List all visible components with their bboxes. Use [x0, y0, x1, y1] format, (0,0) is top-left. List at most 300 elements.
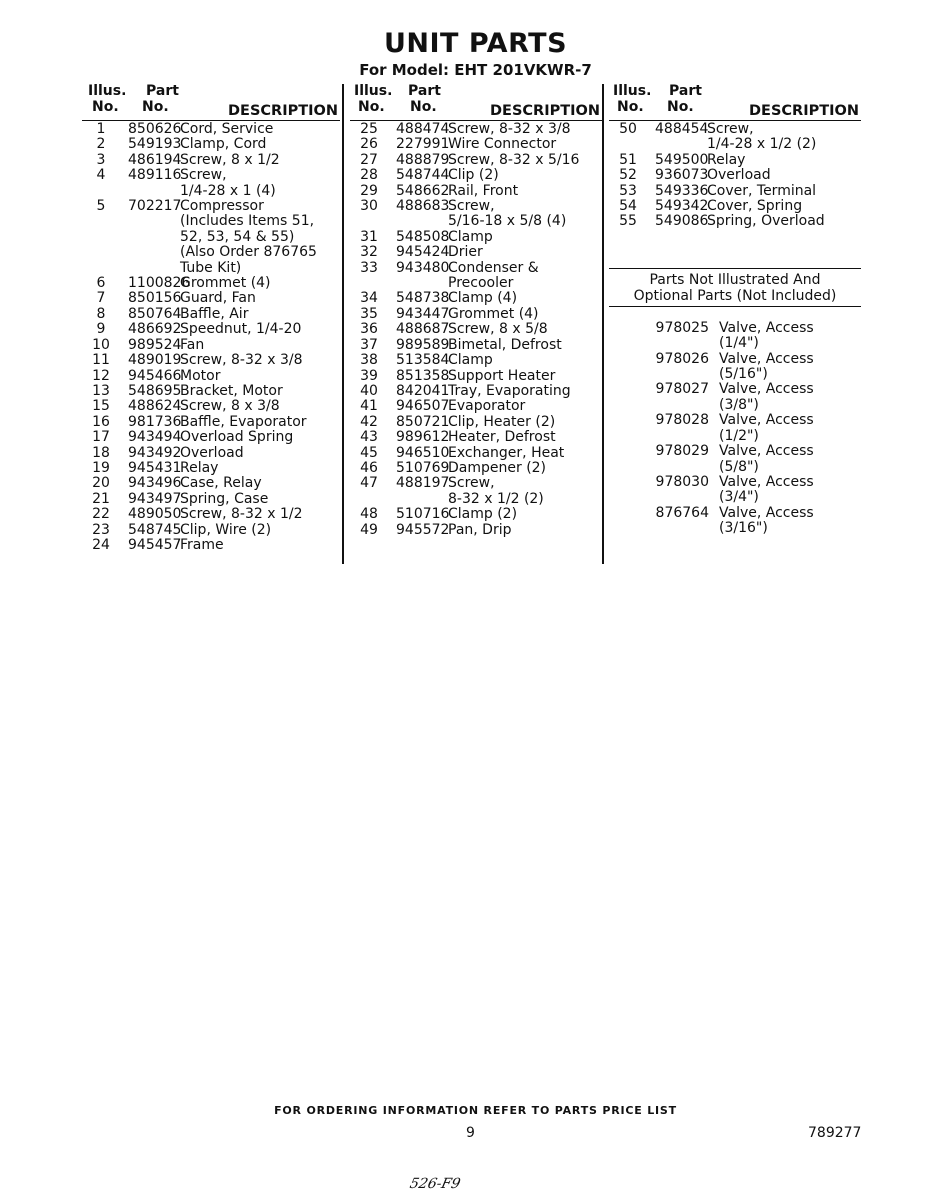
- part-number: 945572: [396, 521, 450, 538]
- part-number: 227991: [396, 136, 450, 153]
- illus-header-line1: Illus.: [613, 83, 652, 99]
- description-line1: Valve, Access: [719, 319, 814, 336]
- ordering-note: FOR ORDERING INFORMATION REFER TO PARTS PRICE LIST: [274, 1104, 677, 1117]
- illus-number: 10: [92, 336, 110, 353]
- parts-rows: [350, 121, 602, 538]
- table-row: [82, 276, 340, 291]
- table-row: [82, 261, 340, 276]
- description-line2: (3/16"): [719, 520, 768, 537]
- part-number: 943447: [396, 305, 450, 322]
- illus-number: 34: [360, 290, 378, 307]
- table-row: [609, 137, 861, 152]
- part-number: 978025: [655, 319, 709, 336]
- description-line2: (3/4"): [719, 489, 759, 506]
- table-row: [350, 430, 602, 445]
- part-number: 978027: [655, 381, 709, 398]
- table-row: [350, 322, 602, 337]
- illus-number: 9: [96, 321, 106, 338]
- table-row: [350, 184, 602, 199]
- part-header-line2: No.: [410, 99, 437, 115]
- part-number: 850156: [128, 290, 182, 307]
- list-item: [609, 506, 861, 537]
- illus-number: 15: [92, 398, 110, 415]
- table-row: [609, 214, 861, 229]
- part-description: Speednut, 1/4-20: [180, 321, 302, 338]
- part-number: 981736: [128, 413, 182, 430]
- part-number: 850721: [396, 413, 450, 430]
- table-row: [82, 214, 340, 229]
- description-line2: (5/16"): [719, 366, 768, 383]
- description-line1: Valve, Access: [719, 443, 814, 460]
- part-description: Tube Kit): [180, 259, 242, 276]
- parts-column-3: [609, 84, 861, 537]
- part-number: 876764: [655, 504, 709, 521]
- illus-number: 54: [619, 198, 637, 215]
- illus-number: 48: [360, 506, 378, 523]
- illus-number: 28: [360, 167, 378, 184]
- parts-column-2: [350, 84, 602, 538]
- part-description: Bimetal, Defrost: [448, 336, 562, 353]
- description-line2: (1/2"): [719, 427, 759, 444]
- illus-number: 55: [619, 213, 637, 230]
- part-number: 851358: [396, 367, 450, 384]
- part-description: 5/16-18 x 5/8 (4): [448, 213, 567, 230]
- illus-number: 25: [360, 121, 378, 137]
- table-row: [609, 184, 861, 199]
- list-item: [609, 444, 861, 475]
- part-number: 850764: [128, 305, 182, 322]
- table-row: [82, 322, 340, 337]
- illus-number: 45: [360, 444, 378, 461]
- description-line1: Valve, Access: [719, 504, 814, 521]
- table-row: [350, 461, 602, 476]
- part-description: Screw,: [448, 198, 495, 215]
- table-row: [82, 184, 340, 199]
- part-description: Exchanger, Heat: [448, 444, 565, 461]
- part-number: 510716: [396, 506, 450, 523]
- list-item: [609, 352, 861, 383]
- part-header-line1: Part: [669, 83, 702, 99]
- part-number: 989524: [128, 336, 182, 353]
- table-row: [350, 276, 602, 291]
- illus-number: 8: [96, 305, 106, 322]
- illus-number: 21: [92, 490, 110, 507]
- part-description: Cover, Terminal: [707, 182, 817, 199]
- part-number: 549342: [655, 198, 709, 215]
- table-row: [82, 384, 340, 399]
- part-number: 488197: [396, 475, 450, 492]
- illus-number: 5: [96, 198, 106, 215]
- table-row: [350, 384, 602, 399]
- table-row: [350, 338, 602, 353]
- table-row: [82, 369, 340, 384]
- table-row: [350, 369, 602, 384]
- part-number: 489116: [128, 167, 182, 184]
- part-description: Frame: [180, 536, 224, 553]
- part-description: Clip (2): [448, 167, 499, 184]
- part-description: (Includes Items 51,: [180, 213, 315, 230]
- part-description: Spring, Overload: [707, 213, 825, 230]
- illus-number: 30: [360, 198, 378, 215]
- part-number: 549193: [128, 136, 182, 153]
- part-description: 1/4-28 x 1 (4): [180, 182, 276, 199]
- part-description: Screw,: [707, 121, 754, 137]
- illus-number: 22: [92, 506, 110, 523]
- table-row: [82, 338, 340, 353]
- part-description: Clamp (2): [448, 506, 518, 523]
- part-number: 510769: [396, 459, 450, 476]
- list-item: [609, 413, 861, 444]
- part-description: [719, 382, 861, 413]
- part-description: Clamp: [448, 352, 493, 369]
- part-number: 945424: [396, 244, 450, 261]
- description-line1: Valve, Access: [719, 412, 814, 429]
- part-header-line1: Part: [146, 83, 179, 99]
- part-description: Wire Connector: [448, 136, 557, 153]
- not-illustrated-heading-line1: Parts Not Illustrated And: [649, 271, 821, 288]
- part-description: Drier: [448, 244, 483, 261]
- part-description: Screw, 8-32 x 3/8: [448, 121, 571, 137]
- part-number: 978026: [655, 350, 709, 367]
- part-number: 936073: [655, 167, 709, 184]
- part-number: 548508: [396, 228, 450, 245]
- illus-number: 16: [92, 413, 110, 430]
- illus-number: 12: [92, 367, 110, 384]
- illus-number: 11: [92, 352, 110, 369]
- part-number: 842041: [396, 382, 450, 399]
- illus-number: 36: [360, 321, 378, 338]
- part-description: Screw,: [448, 475, 495, 492]
- description-line2: (5/8"): [719, 458, 759, 475]
- part-number: 548744: [396, 167, 450, 184]
- part-description: Clamp, Cord: [180, 136, 267, 153]
- part-description: [719, 352, 861, 383]
- part-number: 549086: [655, 213, 709, 230]
- table-row: [82, 446, 340, 461]
- table-row: [350, 214, 602, 229]
- description-line2: (1/4"): [719, 335, 759, 352]
- column-header: [82, 84, 340, 121]
- description-header: DESCRIPTION: [490, 103, 600, 119]
- illus-number: 40: [360, 382, 378, 399]
- illus-number: 39: [360, 367, 378, 384]
- table-row: [82, 399, 340, 414]
- table-row: [609, 122, 861, 137]
- table-row: [350, 230, 602, 245]
- part-number: 488879: [396, 151, 450, 168]
- illus-header-line1: Illus.: [88, 83, 127, 99]
- part-description: [719, 506, 861, 537]
- part-number: 946510: [396, 444, 450, 461]
- part-description: Cover, Spring: [707, 198, 803, 215]
- part-description: Baffle, Air: [180, 305, 249, 322]
- part-description: Guard, Fan: [180, 290, 256, 307]
- part-description: Screw, 8-32 x 1/2: [180, 506, 303, 523]
- table-row: [82, 291, 340, 306]
- part-description: Overload: [180, 444, 244, 461]
- illus-number: 4: [96, 167, 106, 184]
- part-number: 488624: [128, 398, 182, 415]
- table-row: [350, 245, 602, 260]
- table-row: [350, 492, 602, 507]
- part-number: 943494: [128, 429, 182, 446]
- part-description: Condenser &: [448, 259, 539, 276]
- illus-number: 7: [96, 290, 106, 307]
- part-description: Precooler: [448, 275, 514, 292]
- illus-number: 26: [360, 136, 378, 153]
- part-description: Grommet (4): [180, 275, 271, 292]
- part-header-line2: No.: [142, 99, 169, 115]
- part-description: Heater, Defrost: [448, 429, 556, 446]
- table-row: [82, 168, 340, 183]
- table-row: [82, 137, 340, 152]
- illus-number: 31: [360, 228, 378, 245]
- not-illustrated-heading: [609, 268, 861, 307]
- part-number: 549500: [655, 151, 709, 168]
- part-description: Clip, Wire (2): [180, 521, 272, 538]
- table-row: [82, 122, 340, 137]
- part-description: Screw, 8 x 5/8: [448, 321, 548, 338]
- illus-number: 43: [360, 429, 378, 446]
- part-number: 548662: [396, 182, 450, 199]
- part-description: Pan, Drip: [448, 521, 512, 538]
- table-row: [350, 122, 602, 137]
- table-row: [350, 476, 602, 491]
- part-number: 548738: [396, 290, 450, 307]
- illus-header-line2: No.: [92, 99, 119, 115]
- table-row: [82, 492, 340, 507]
- part-description: Screw, 8-32 x 5/16: [448, 151, 580, 168]
- illus-number: 18: [92, 444, 110, 461]
- illus-number: 38: [360, 352, 378, 369]
- illus-number: 27: [360, 151, 378, 168]
- description-header: DESCRIPTION: [749, 103, 859, 119]
- illus-number: 47: [360, 475, 378, 492]
- list-item: [609, 382, 861, 413]
- part-description: Tray, Evaporating: [448, 382, 571, 399]
- illus-number: 13: [92, 382, 110, 399]
- part-number: 489050: [128, 506, 182, 523]
- part-description: Clamp: [448, 228, 493, 245]
- part-number: 989612: [396, 429, 450, 446]
- part-description: Clamp (4): [448, 290, 518, 307]
- part-number: 1100826: [128, 275, 191, 292]
- illus-number: 33: [360, 259, 378, 276]
- parts-rows: [609, 121, 861, 230]
- table-row: [350, 507, 602, 522]
- illus-number: 3: [96, 151, 106, 168]
- illus-number: 24: [92, 536, 110, 553]
- table-row: [350, 415, 602, 430]
- table-row: [350, 168, 602, 183]
- table-row: [350, 446, 602, 461]
- part-description: (Also Order 876765: [180, 244, 317, 261]
- illus-number: 52: [619, 167, 637, 184]
- part-description: Case, Relay: [180, 475, 262, 492]
- table-row: [609, 153, 861, 168]
- table-row: [350, 261, 602, 276]
- handwritten-mark: 526-F9: [408, 1176, 462, 1192]
- part-description: Evaporator: [448, 398, 526, 415]
- part-description: Fan: [180, 336, 205, 353]
- table-row: [82, 523, 340, 538]
- table-row: [82, 230, 340, 245]
- list-item: [609, 475, 861, 506]
- part-number: 945466: [128, 367, 182, 384]
- illus-number: 6: [96, 275, 106, 292]
- part-number: 548745: [128, 521, 182, 538]
- illus-number: 20: [92, 475, 110, 492]
- part-number: 943492: [128, 444, 182, 461]
- part-description: Screw, 8 x 1/2: [180, 151, 280, 168]
- part-number: 989589: [396, 336, 450, 353]
- part-number: 943496: [128, 475, 182, 492]
- table-row: [350, 153, 602, 168]
- column-header: [609, 84, 861, 121]
- table-row: [82, 245, 340, 260]
- part-description: [719, 413, 861, 444]
- illus-number: 17: [92, 429, 110, 446]
- description-line2: (3/8"): [719, 396, 759, 413]
- part-description: Support Heater: [448, 367, 556, 384]
- illus-header-line1: Illus.: [354, 83, 393, 99]
- part-description: Screw, 8 x 3/8: [180, 398, 280, 415]
- description-line1: Valve, Access: [719, 473, 814, 490]
- part-description: 8-32 x 1/2 (2): [448, 490, 544, 507]
- table-row: [609, 168, 861, 183]
- table-row: [350, 291, 602, 306]
- part-number: 978029: [655, 443, 709, 460]
- optional-parts-list: [609, 321, 861, 537]
- model-subtitle: For Model: EHT 201VKWR-7: [359, 61, 592, 79]
- document-number: 789277: [808, 1125, 862, 1141]
- part-description: Grommet (4): [448, 305, 539, 322]
- part-description: Relay: [180, 459, 219, 476]
- page-number: 9: [466, 1125, 475, 1141]
- part-description: Baffle, Evaporator: [180, 413, 307, 430]
- part-number: 945431: [128, 459, 182, 476]
- table-row: [82, 538, 340, 553]
- table-row: [82, 476, 340, 491]
- part-number: 488683: [396, 198, 450, 215]
- parts-rows: [82, 121, 340, 553]
- table-row: [350, 199, 602, 214]
- part-description: Motor: [180, 367, 221, 384]
- part-header-line1: Part: [408, 83, 441, 99]
- illus-number: 35: [360, 305, 378, 322]
- part-description: Bracket, Motor: [180, 382, 283, 399]
- illus-number: 41: [360, 398, 378, 415]
- table-row: [82, 153, 340, 168]
- description-header: DESCRIPTION: [228, 103, 338, 119]
- part-number: 489019: [128, 352, 182, 369]
- table-row: [82, 430, 340, 445]
- table-row: [350, 399, 602, 414]
- part-description: Rail, Front: [448, 182, 519, 199]
- part-number: 486194: [128, 151, 182, 168]
- part-number: 488454: [655, 121, 709, 137]
- table-row: [82, 461, 340, 476]
- part-description: Spring, Case: [180, 490, 269, 507]
- part-number: 945457: [128, 536, 182, 553]
- part-description: Overload Spring: [180, 429, 294, 446]
- part-description: Relay: [707, 151, 746, 168]
- part-number: 978030: [655, 473, 709, 490]
- page-title: UNIT PARTS: [383, 28, 568, 59]
- part-number: 513584: [396, 352, 450, 369]
- part-description: Clip, Heater (2): [448, 413, 556, 430]
- illus-number: 1: [96, 121, 106, 137]
- parts-column-1: [82, 84, 340, 553]
- column-header: [350, 84, 602, 121]
- part-description: Screw, 8-32 x 3/8: [180, 352, 303, 369]
- illus-number: 49: [360, 521, 378, 538]
- column-divider: [602, 84, 604, 564]
- table-row: [82, 307, 340, 322]
- part-number: 702217: [128, 198, 182, 215]
- part-description: Dampener (2): [448, 459, 547, 476]
- illus-number: 37: [360, 336, 378, 353]
- part-number: 548695: [128, 382, 182, 399]
- part-description: Overload: [707, 167, 771, 184]
- part-header-line2: No.: [667, 99, 694, 115]
- table-row: [82, 353, 340, 368]
- not-illustrated-heading-line2: Optional Parts (Not Included): [633, 287, 837, 304]
- illus-number: 46: [360, 459, 378, 476]
- illus-number: 2: [96, 136, 106, 153]
- illus-number: 29: [360, 182, 378, 199]
- table-row: [350, 307, 602, 322]
- table-row: [82, 415, 340, 430]
- illus-number: 51: [619, 151, 637, 168]
- column-divider: [342, 84, 344, 564]
- illus-number: 19: [92, 459, 110, 476]
- part-description: [719, 444, 861, 475]
- part-number: 488687: [396, 321, 450, 338]
- illus-number: 32: [360, 244, 378, 261]
- table-row: [350, 523, 602, 538]
- part-number: 486692: [128, 321, 182, 338]
- table-row: [82, 507, 340, 522]
- part-number: 850626: [128, 121, 182, 137]
- part-number: 943497: [128, 490, 182, 507]
- illus-number: 50: [619, 121, 637, 137]
- table-row: [350, 353, 602, 368]
- table-row: [350, 137, 602, 152]
- illus-header-line2: No.: [358, 99, 385, 115]
- list-item: [609, 321, 861, 352]
- description-line1: Valve, Access: [719, 350, 814, 367]
- part-number: 978028: [655, 412, 709, 429]
- table-row: [82, 199, 340, 214]
- part-description: Cord, Service: [180, 121, 274, 137]
- part-number: 549336: [655, 182, 709, 199]
- illus-number: 53: [619, 182, 637, 199]
- part-description: Screw,: [180, 167, 227, 184]
- part-description: Compressor: [180, 198, 264, 215]
- part-number: 946507: [396, 398, 450, 415]
- illus-number: 42: [360, 413, 378, 430]
- part-description: 52, 53, 54 & 55): [180, 228, 295, 245]
- part-description: [719, 475, 861, 506]
- part-description: [719, 321, 861, 352]
- description-line1: Valve, Access: [719, 381, 814, 398]
- part-number: 488474: [396, 121, 450, 137]
- illus-header-line2: No.: [617, 99, 644, 115]
- part-number: 943480: [396, 259, 450, 276]
- part-description: 1/4-28 x 1/2 (2): [707, 136, 817, 153]
- illus-number: 23: [92, 521, 110, 538]
